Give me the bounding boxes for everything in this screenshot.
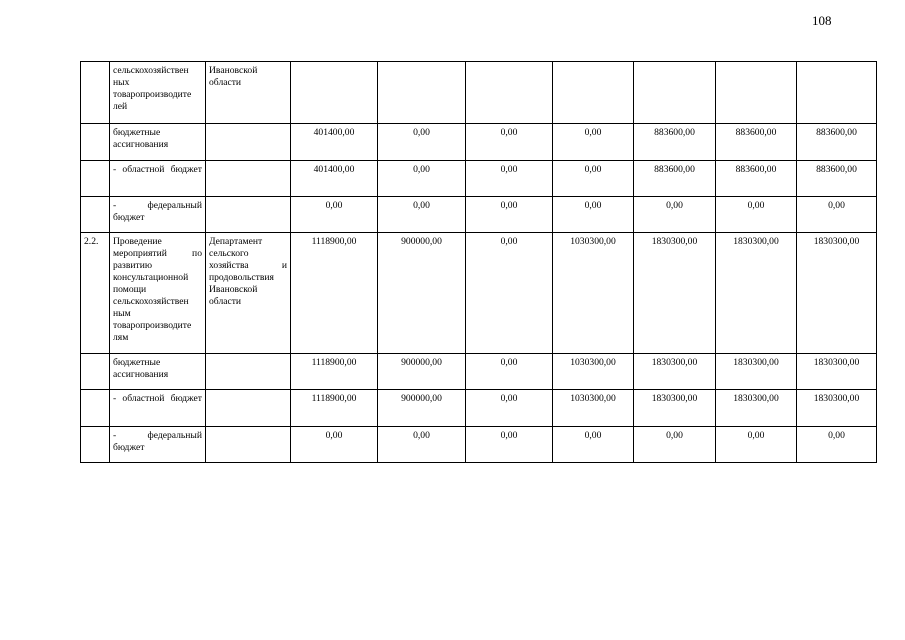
row-number-cell — [81, 62, 110, 124]
executor-cell — [206, 390, 291, 427]
value-cell: 1830300,00 — [716, 390, 797, 427]
event-name-cell: - федеральный бюджет — [110, 427, 206, 463]
value-cell: 0,00 — [634, 197, 716, 233]
value-cell: 0,00 — [797, 427, 877, 463]
value-cell: 1030300,00 — [553, 354, 634, 390]
event-name-cell: - областной бюджет — [110, 161, 206, 197]
event-name-cell: бюджетные ассигнования — [110, 124, 206, 161]
event-name-cell: бюджетные ассигнования — [110, 354, 206, 390]
executor-cell — [206, 124, 291, 161]
value-cell: 1830300,00 — [716, 233, 797, 354]
value-cell — [716, 62, 797, 124]
value-cell: 0,00 — [378, 161, 466, 197]
value-cell: 0,00 — [378, 427, 466, 463]
value-cell: 883600,00 — [797, 124, 877, 161]
value-cell — [378, 62, 466, 124]
budget-table — [80, 61, 877, 463]
value-cell: 883600,00 — [716, 124, 797, 161]
value-cell: 0,00 — [291, 197, 378, 233]
value-cell — [634, 62, 716, 124]
value-cell: 0,00 — [716, 197, 797, 233]
value-cell: 0,00 — [466, 124, 553, 161]
table-row — [81, 161, 877, 197]
row-number-cell: 2.2. — [81, 233, 110, 354]
table-row — [81, 124, 877, 161]
value-cell: 0,00 — [291, 427, 378, 463]
value-cell: 1118900,00 — [291, 233, 378, 354]
table-row — [81, 427, 877, 463]
value-cell: 900000,00 — [378, 233, 466, 354]
value-cell: 1830300,00 — [634, 390, 716, 427]
row-number-cell — [81, 161, 110, 197]
executor-cell: Департамент сельского хозяйства и продовольствия Ивановской области — [206, 233, 291, 354]
row-number-cell — [81, 427, 110, 463]
value-cell: 0,00 — [553, 161, 634, 197]
value-cell: 0,00 — [553, 427, 634, 463]
value-cell: 1830300,00 — [634, 233, 716, 354]
table-row — [81, 197, 877, 233]
value-cell: 883600,00 — [634, 161, 716, 197]
value-cell: 1830300,00 — [797, 354, 877, 390]
event-name-cell: сельскохозяйствен ных товаропроизводите лей — [110, 62, 206, 124]
value-cell: 0,00 — [466, 197, 553, 233]
value-cell: 0,00 — [466, 233, 553, 354]
page-number: 108 — [812, 13, 832, 28]
value-cell: 883600,00 — [797, 161, 877, 197]
value-cell: 401400,00 — [291, 124, 378, 161]
value-cell — [466, 62, 553, 124]
value-cell: 0,00 — [553, 197, 634, 233]
value-cell: 0,00 — [466, 390, 553, 427]
value-cell: 0,00 — [466, 161, 553, 197]
value-cell: 0,00 — [378, 197, 466, 233]
value-cell: 883600,00 — [634, 124, 716, 161]
executor-cell — [206, 197, 291, 233]
value-cell: 1030300,00 — [553, 390, 634, 427]
value-cell: 1830300,00 — [716, 354, 797, 390]
value-cell: 401400,00 — [291, 161, 378, 197]
value-cell: 0,00 — [466, 427, 553, 463]
value-cell — [797, 62, 877, 124]
value-cell: 0,00 — [553, 124, 634, 161]
value-cell: 883600,00 — [716, 161, 797, 197]
value-cell: 1118900,00 — [291, 354, 378, 390]
event-name-cell: Проведение мероприятий по развитию консультационной помощи сельскохозяйствен ным товаропроизводите лям — [110, 233, 206, 354]
row-number-cell — [81, 354, 110, 390]
value-cell: 1830300,00 — [797, 233, 877, 354]
table-row — [81, 62, 877, 124]
row-number-cell — [81, 124, 110, 161]
value-cell: 0,00 — [466, 354, 553, 390]
value-cell: 900000,00 — [378, 354, 466, 390]
value-cell: 0,00 — [634, 427, 716, 463]
event-name-cell: - областной бюджет — [110, 390, 206, 427]
value-cell: 0,00 — [716, 427, 797, 463]
row-number-cell — [81, 197, 110, 233]
table-row — [81, 390, 877, 427]
table-row — [81, 233, 877, 354]
executor-cell — [206, 354, 291, 390]
executor-cell: Ивановской области — [206, 62, 291, 124]
value-cell: 1030300,00 — [553, 233, 634, 354]
value-cell: 1830300,00 — [634, 354, 716, 390]
value-cell: 1118900,00 — [291, 390, 378, 427]
row-number-cell — [81, 390, 110, 427]
value-cell: 0,00 — [797, 197, 877, 233]
value-cell: 1830300,00 — [797, 390, 877, 427]
value-cell: 0,00 — [378, 124, 466, 161]
executor-cell — [206, 161, 291, 197]
executor-cell — [206, 427, 291, 463]
value-cell: 900000,00 — [378, 390, 466, 427]
value-cell — [553, 62, 634, 124]
table-row — [81, 354, 877, 390]
event-name-cell: - федеральный бюджет — [110, 197, 206, 233]
value-cell — [291, 62, 378, 124]
